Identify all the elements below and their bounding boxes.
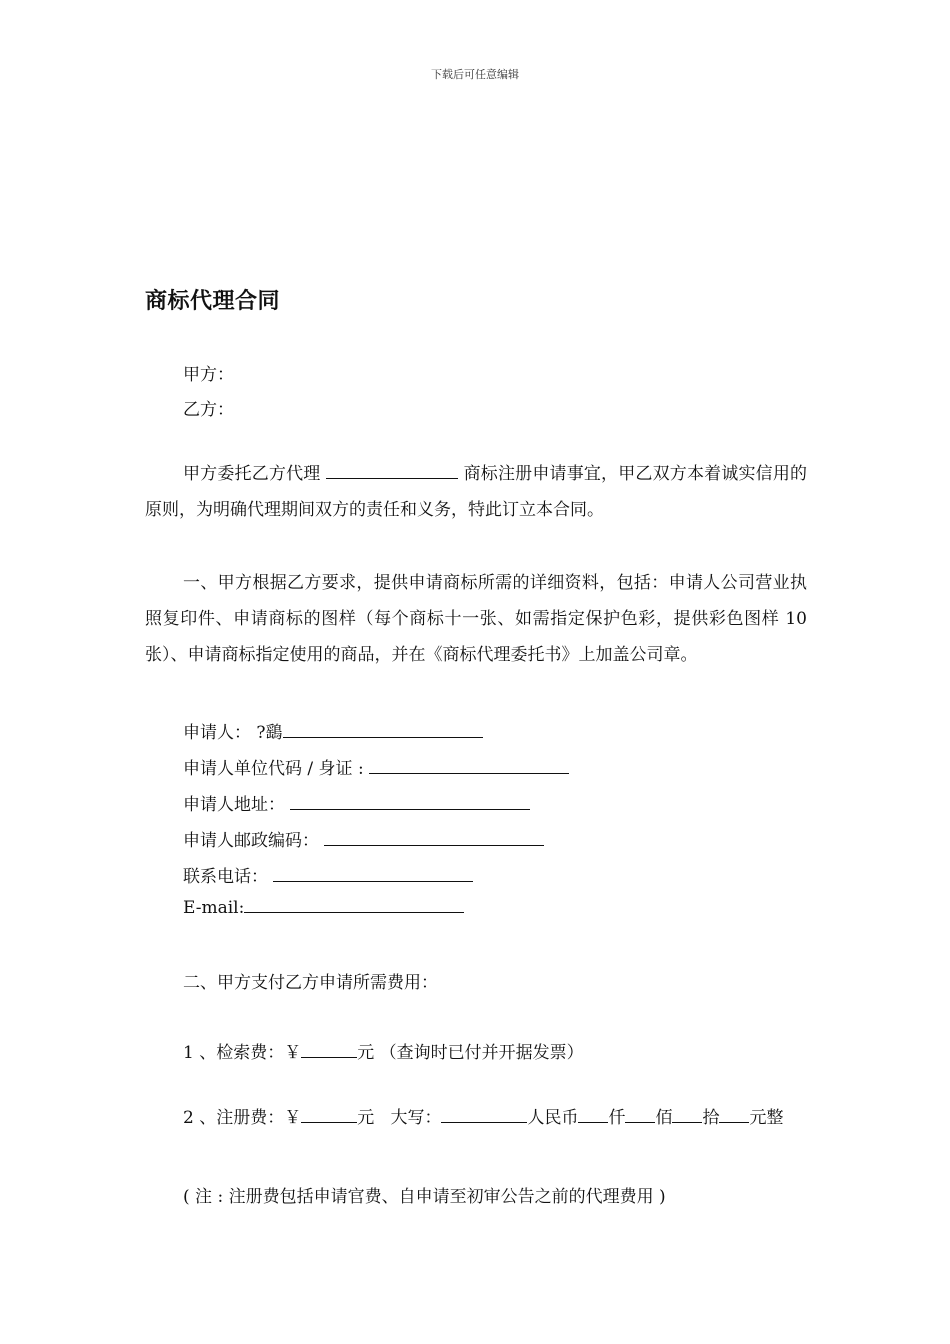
fee-2-note: ( 注 : 注册费包括申请官费、自申请至初审公告之前的代理费用 ) (183, 1187, 666, 1207)
fee-2-bai-blank[interactable] (625, 1108, 655, 1123)
intro-paragraph (145, 456, 807, 528)
fee-1-note: （查询时已付并开据发票） (379, 1043, 584, 1063)
email-blank[interactable] (244, 898, 464, 913)
trademark-name-blank[interactable] (326, 464, 458, 479)
fee-2-label: 2 、注册费：￥ (183, 1108, 302, 1128)
phone-blank[interactable] (273, 867, 473, 882)
address-blank[interactable] (290, 795, 530, 810)
fee-2-rmb: 人民币 (527, 1108, 579, 1128)
fee-2-unit: 元 (357, 1108, 375, 1128)
unit-code-label: 申请人单位代码 / 身证 : (183, 759, 370, 779)
phone-label: 联系电话： (183, 867, 274, 887)
fee-2-zheng: 整 (766, 1108, 784, 1128)
applicant-blank[interactable] (283, 723, 483, 738)
unit-code-field (183, 754, 569, 779)
fee-2-qian: 仟 (608, 1108, 626, 1128)
fee-2-qian-blank[interactable] (578, 1108, 608, 1123)
phone-field (183, 862, 473, 887)
fee-2-shi: 拾 (702, 1108, 720, 1128)
email-label: E-mail: (183, 898, 245, 918)
postcode-label: 申请人邮政编码： (183, 831, 325, 851)
clause-2: 二、甲方支付乙方申请所需费用： (183, 973, 438, 993)
fee-2-daxie-blank[interactable] (441, 1108, 527, 1123)
unit-code-blank[interactable] (369, 759, 569, 774)
fee-2-yuan: 元 (749, 1108, 767, 1128)
fee-1-amount-blank[interactable] (301, 1043, 357, 1058)
fee-2-shi-blank[interactable] (672, 1108, 702, 1123)
intro-before: 甲方委托乙方代理 (183, 464, 321, 484)
document-title: 商标代理合同 (145, 289, 281, 314)
email-field (183, 898, 464, 918)
postcode-field (183, 826, 544, 851)
fee-2-amount-blank[interactable] (301, 1108, 357, 1123)
postcode-blank[interactable] (324, 831, 544, 846)
clause-1: 一、甲方根据乙方要求，提供申请商标所需的详细资料，包括：申请人公司营业执照复印件、申请商标的图样（每个商标十一张、如需指定保护色彩，提供彩色图样 10 张）、申请商标指定使用的商品，并在《商标代理委托书》上加盖公司章。 (145, 573, 807, 665)
fee-2-line (145, 1100, 807, 1136)
fee-1-unit: 元 (357, 1043, 375, 1063)
applicant-field (183, 718, 483, 743)
party-a-label: 甲方： (183, 365, 234, 385)
fee-1-line (183, 1038, 584, 1063)
fee-2-yuan-blank[interactable] (719, 1108, 749, 1123)
address-label: 申请人地址： (183, 795, 291, 815)
applicant-label: 申请人： ?鷂 (183, 723, 283, 743)
party-b-label: 乙方： (183, 400, 234, 420)
fee-2-bai: 佰 (655, 1108, 673, 1128)
fee-2-daxie: 大写： (390, 1108, 442, 1128)
intro-after: 商标注册申请事宜，甲乙双方本着诚实信用的原则，为明确代理期间双方的责任和义务，特此订立本合同。 (145, 464, 808, 520)
header-note: 下载后可任意编辑 (431, 68, 519, 81)
fee-1-label: 1 、检索费：￥ (183, 1043, 302, 1063)
address-field (183, 790, 530, 815)
